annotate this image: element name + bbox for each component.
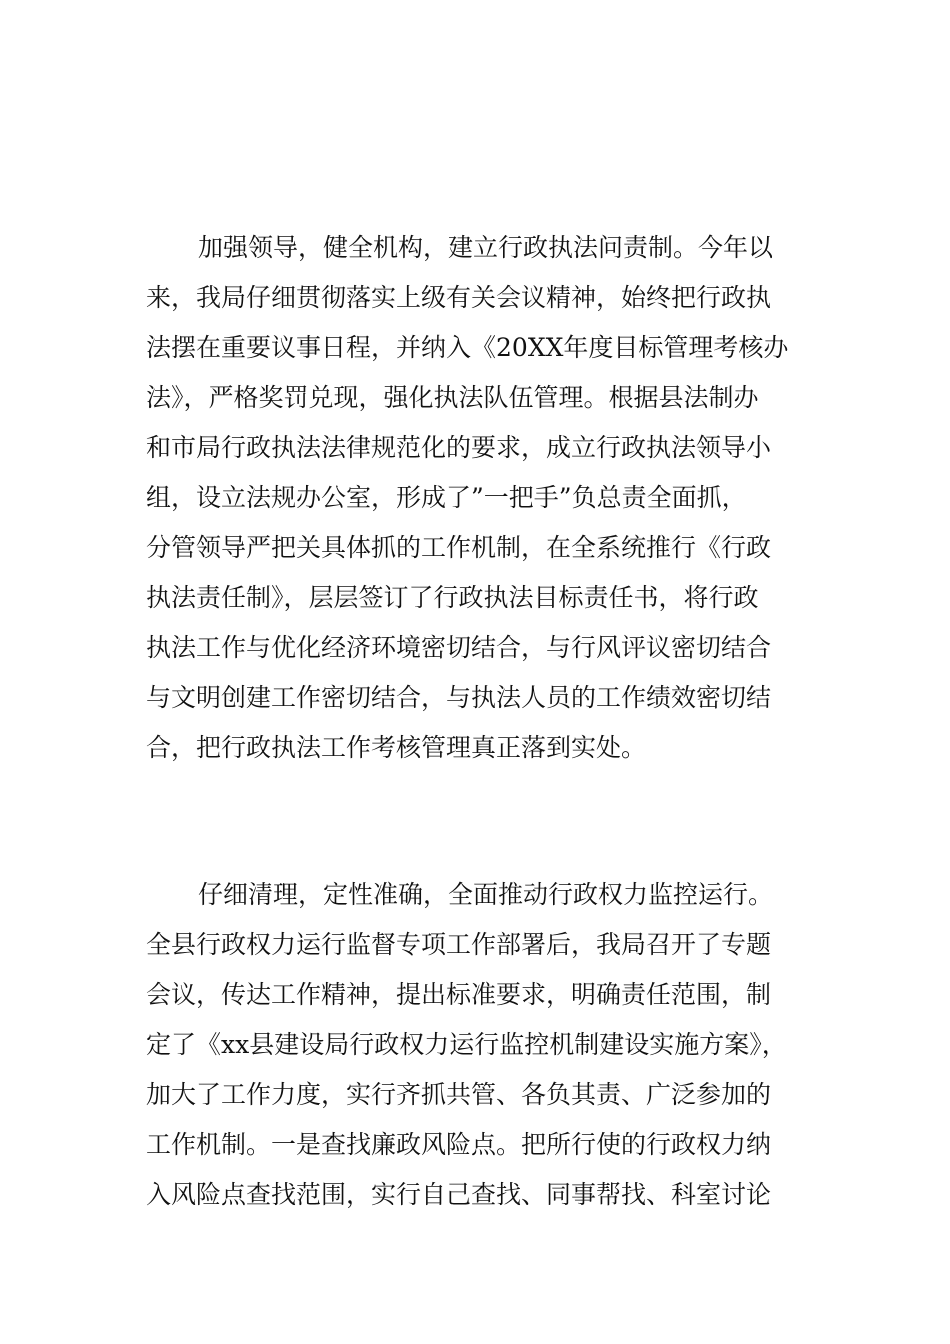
text-line: 合，把行政执法工作考核管理真正落到实处。 <box>146 733 647 762</box>
text-line: 工作机制。一是查找廉政风险点。把所行使的行政权力纳 <box>146 1130 772 1159</box>
text-line: 组，设立法规办公室，形成了”一把手”负总责全面抓， <box>146 483 747 512</box>
text-line: 执法工作与优化经济环境密切结合，与行风评议密切结合 <box>146 633 772 662</box>
text-line: 加强领导，健全机构，建立行政执法问责制。今年以 <box>198 233 774 262</box>
text-line: 来，我局仔细贯彻落实上级有关会议精神，始终把行政执 <box>146 283 772 312</box>
text-line: 和市局行政执法法律规范化的要求，成立行政执法领导小 <box>146 433 772 462</box>
text-line: 定了《xx县建设局行政权力运行监控机制建设实施方案》， <box>146 1030 787 1059</box>
text-line: 法》，严格奖罚兑现，强化执法队伍管理。根据县法制办 <box>146 383 759 412</box>
text-line: 执法责任制》，层层签订了行政执法目标责任书，将行政 <box>146 583 759 612</box>
text-line: 与文明创建工作密切结合，与执法人员的工作绩效密切结 <box>146 683 772 712</box>
text-line: 分管领导严把关具体抓的工作机制，在全系统推行《行政 <box>146 533 772 562</box>
text-line: 入风险点查找范围，实行自己查找、同事帮找、科室讨论 <box>146 1180 772 1209</box>
text-line: 全县行政权力运行监督专项工作部署后，我局召开了专题 <box>146 930 772 959</box>
text-line: 仔细清理，定性准确，全面推动行政权力监控运行。 <box>198 880 774 909</box>
text-line: 加大了工作力度，实行齐抓共管、各负其责、广泛参加的 <box>146 1080 772 1109</box>
text-line: 会议，传达工作精神，提出标准要求，明确责任范围，制 <box>146 980 772 1009</box>
text-line: 法摆在重要议事日程，并纳入《20XX年度目标管理考核办 <box>146 333 789 362</box>
